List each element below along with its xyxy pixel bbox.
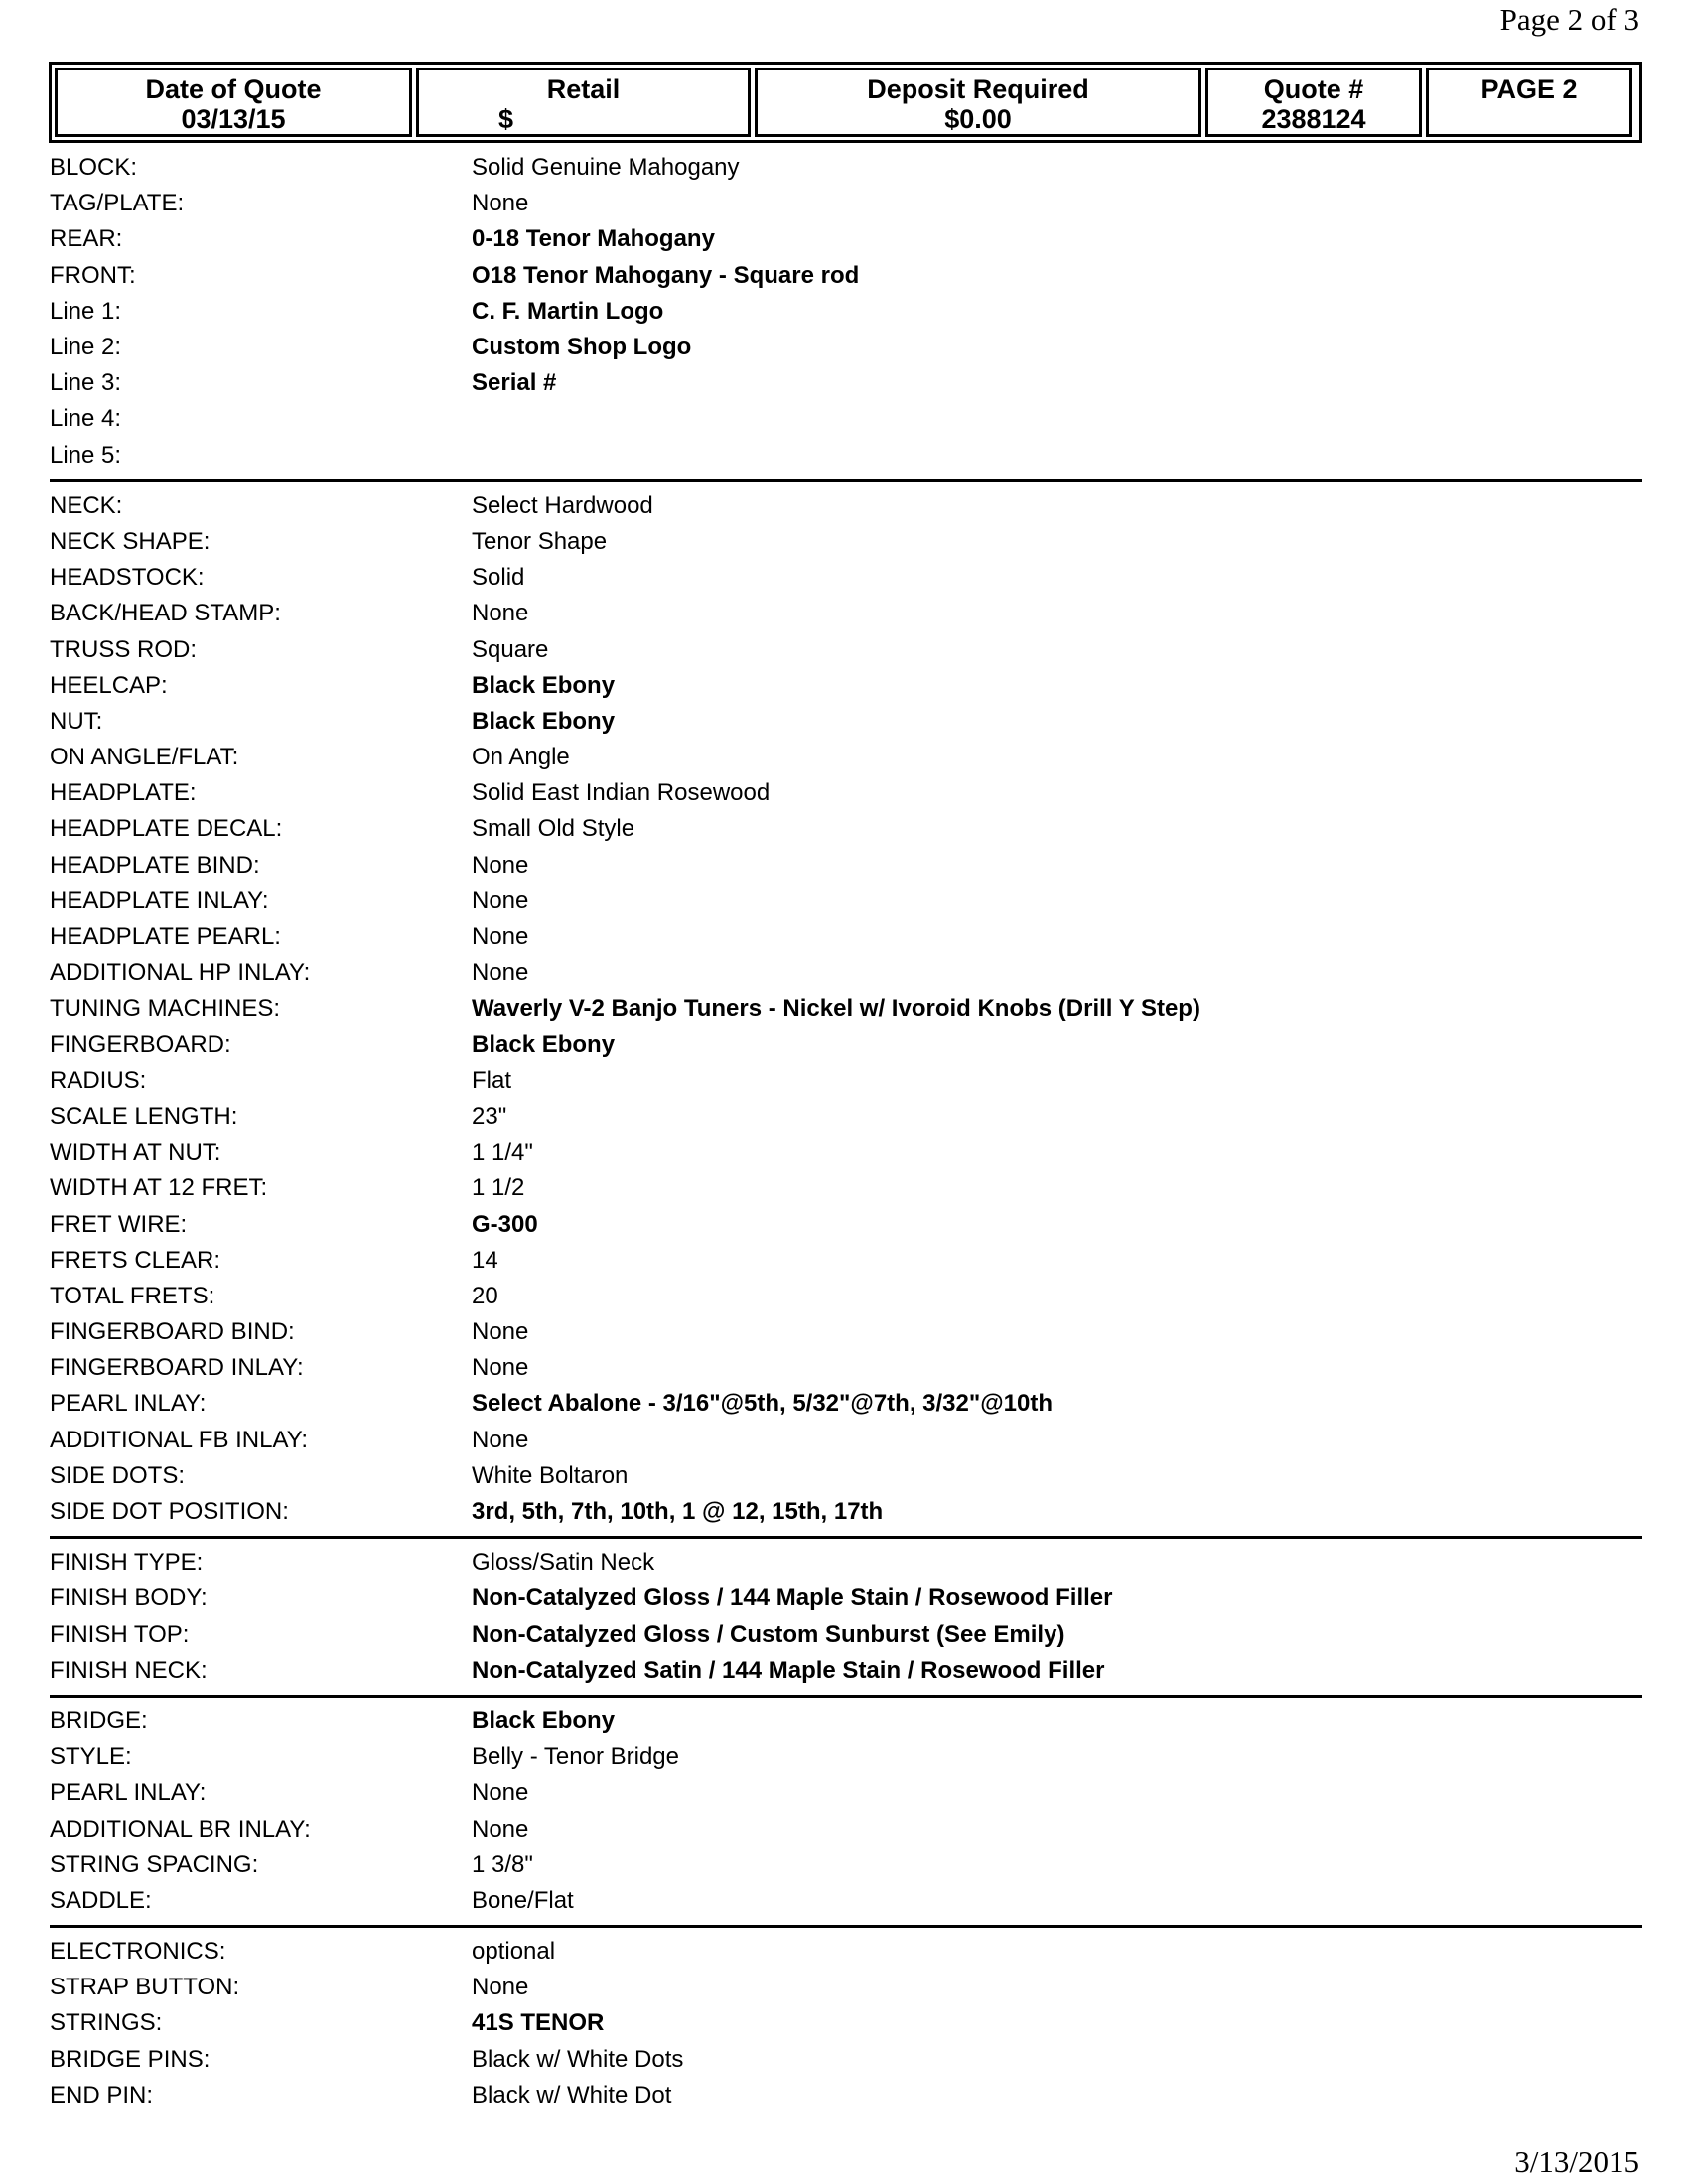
- spec-label: TOTAL FRETS:: [50, 1282, 215, 1309]
- spec-row: [50, 1580, 1642, 1616]
- spec-row: [50, 1279, 1642, 1314]
- deposit-title: Deposit Required: [867, 74, 1089, 104]
- spec-value: Square: [472, 635, 549, 663]
- spec-row: [50, 955, 1642, 991]
- spec-row: [50, 1314, 1642, 1350]
- spec-row: [50, 811, 1642, 847]
- spec-value: C. F. Martin Logo: [472, 297, 664, 325]
- spec-label: FINISH NECK:: [50, 1656, 208, 1684]
- spec-row: [50, 2005, 1642, 2041]
- spec-row: [50, 1243, 1642, 1279]
- spec-label: SCALE LENGTH:: [50, 1102, 238, 1130]
- spec-row: [50, 1847, 1642, 1883]
- spec-value: None: [472, 1779, 529, 1807]
- spec-row: [50, 560, 1642, 596]
- spec-label: SADDLE:: [50, 1886, 152, 1914]
- spec-label: FINGERBOARD:: [50, 1030, 231, 1058]
- spec-value: G-300: [472, 1210, 538, 1238]
- page-number: Page 2 of 3: [1499, 2, 1639, 37]
- spec-value: Black Ebony: [472, 1030, 616, 1058]
- spec-row: [50, 1653, 1642, 1689]
- spec-row: [50, 1970, 1642, 2005]
- spec-value: None: [472, 600, 529, 627]
- spec-label: TUNING MACHINES:: [50, 995, 281, 1023]
- spec-value: 41S TENOR: [472, 2009, 605, 2037]
- spec-row: [50, 1350, 1642, 1386]
- spec-value: 1 1/2: [472, 1174, 525, 1202]
- spec-row: [50, 1617, 1642, 1653]
- spec-value: Non-Catalyzed Gloss / Custom Sunburst (See Emily): [472, 1620, 1065, 1648]
- spec-row: [50, 524, 1642, 560]
- spec-label: BLOCK:: [50, 154, 138, 182]
- spec-value: None: [472, 1318, 529, 1346]
- spec-label: HEADPLATE INLAY:: [50, 887, 269, 914]
- spec-row: [50, 848, 1642, 884]
- spec-row: [50, 884, 1642, 919]
- footer-date: 3/13/2015: [1514, 2144, 1639, 2179]
- spec-value: Solid East Indian Rosewood: [472, 779, 771, 807]
- spec-row: [50, 1545, 1642, 1580]
- spec-label: TAG/PLATE:: [50, 190, 185, 217]
- spec-value: Serial #: [472, 369, 557, 397]
- spec-value: 1 3/8": [472, 1850, 533, 1878]
- spec-label: HEADPLATE DECAL:: [50, 815, 283, 843]
- spec-value: 23": [472, 1102, 507, 1130]
- spec-label: FRETS CLEAR:: [50, 1246, 221, 1274]
- spec-row: [50, 221, 1642, 257]
- spec-value: Solid Genuine Mahogany: [472, 154, 740, 182]
- spec-value: Select Abalone - 3/16"@5th, 5/32"@7th, 3/32"@10th: [472, 1390, 1053, 1418]
- spec-value: On Angle: [472, 744, 570, 771]
- spec-row: [50, 1775, 1642, 1811]
- spec-label: Line 2:: [50, 334, 122, 361]
- spec-row: [50, 330, 1642, 365]
- page-title: PAGE 2: [1480, 74, 1578, 104]
- spec-label: RADIUS:: [50, 1066, 147, 1094]
- spec-label: FINISH TOP:: [50, 1620, 190, 1648]
- spec-row: [50, 401, 1642, 437]
- spec-label: TRUSS ROD:: [50, 635, 198, 663]
- spec-label: Line 1:: [50, 297, 122, 325]
- quote-number-title: Quote #: [1263, 74, 1364, 104]
- spec-value: Non-Catalyzed Satin / 144 Maple Stain / Rosewood Filler: [472, 1656, 1105, 1684]
- spec-row: [50, 1811, 1642, 1846]
- spec-value: Solid: [472, 564, 525, 592]
- spec-value: 1 1/4": [472, 1139, 533, 1166]
- spec-row: [50, 740, 1642, 775]
- spec-label: BRIDGE:: [50, 1706, 148, 1734]
- spec-label: REAR:: [50, 225, 123, 253]
- spec-label: FINISH BODY:: [50, 1584, 208, 1612]
- spec-row: [50, 1494, 1642, 1530]
- spec-label: WIDTH AT NUT:: [50, 1139, 221, 1166]
- spec-label: FINGERBOARD BIND:: [50, 1318, 295, 1346]
- spec-value: Black Ebony: [472, 707, 616, 735]
- spec-value: Flat: [472, 1066, 512, 1094]
- spec-value: Belly - Tenor Bridge: [472, 1743, 679, 1771]
- spec-label: ADDITIONAL HP INLAY:: [50, 959, 311, 987]
- spec-row: [50, 438, 1642, 474]
- spec-label: STYLE:: [50, 1743, 132, 1771]
- spec-row: [50, 631, 1642, 667]
- spec-row: [50, 1739, 1642, 1775]
- spec-value: Black w/ White Dot: [472, 2081, 672, 2109]
- spec-row: [50, 1704, 1642, 1739]
- spec-label: ADDITIONAL BR INLAY:: [50, 1815, 311, 1843]
- spec-value: Select Hardwood: [472, 491, 653, 519]
- spec-value: O18 Tenor Mahogany - Square rod: [472, 261, 860, 289]
- spec-row: [50, 365, 1642, 401]
- spec-label: NUT:: [50, 707, 103, 735]
- spec-label: ELECTRONICS:: [50, 1938, 226, 1966]
- spec-label: Line 5:: [50, 441, 122, 469]
- spec-label: PEARL INLAY:: [50, 1390, 207, 1418]
- spec-row: [50, 1934, 1642, 1970]
- spec-label: HEELCAP:: [50, 671, 168, 699]
- spec-value: None: [472, 959, 529, 987]
- spec-label: SIDE DOT POSITION:: [50, 1498, 289, 1526]
- spec-value: 0-18 Tenor Mahogany: [472, 225, 715, 253]
- spec-value: None: [472, 887, 529, 914]
- spec-value: Black Ebony: [472, 671, 616, 699]
- spec-section: [50, 1695, 1642, 1919]
- spec-label: FINGERBOARD INLAY:: [50, 1354, 304, 1382]
- spec-section: [50, 479, 1642, 1530]
- spec-value: White Boltaron: [472, 1461, 629, 1489]
- quote-number-value: 2388124: [1261, 104, 1366, 134]
- spec-row: [50, 775, 1642, 811]
- spec-row: [50, 991, 1642, 1026]
- spec-label: BRIDGE PINS:: [50, 2045, 211, 2073]
- spec-label: HEADSTOCK:: [50, 564, 205, 592]
- spec-value: Black Ebony: [472, 1706, 616, 1734]
- spec-value: Waverly V-2 Banjo Tuners - Nickel w/ Ivoroid Knobs (Drill Y Step): [472, 995, 1200, 1023]
- spec-label: STRINGS:: [50, 2009, 163, 2037]
- spec-value: 20: [472, 1282, 498, 1309]
- spec-label: HEADPLATE PEARL:: [50, 923, 281, 951]
- spec-row: [50, 1027, 1642, 1063]
- spec-label: FRET WIRE:: [50, 1210, 188, 1238]
- spec-label: STRAP BUTTON:: [50, 1974, 240, 2001]
- spec-label: Line 4:: [50, 405, 122, 433]
- date-of-quote-title: Date of Quote: [145, 74, 322, 104]
- spec-value: 14: [472, 1246, 498, 1274]
- spec-row: [50, 704, 1642, 740]
- spec-value: Small Old Style: [472, 815, 635, 843]
- date-of-quote-value: 03/13/15: [181, 104, 286, 134]
- spec-row: [50, 2042, 1642, 2078]
- retail-title: Retail: [546, 74, 621, 104]
- spec-value: Black w/ White Dots: [472, 2045, 684, 2073]
- spec-value: None: [472, 851, 529, 879]
- spec-label: STRING SPACING:: [50, 1850, 259, 1878]
- spec-label: SIDE DOTS:: [50, 1461, 186, 1489]
- spec-section: [50, 1925, 1642, 2114]
- spec-row: [50, 294, 1642, 330]
- spec-row: [50, 1170, 1642, 1206]
- spec-value: Non-Catalyzed Gloss / 144 Maple Stain / Rosewood Filler: [472, 1584, 1113, 1612]
- spec-label: PEARL INLAY:: [50, 1779, 207, 1807]
- spec-row: [50, 1135, 1642, 1170]
- deposit-value: $0.00: [944, 104, 1012, 134]
- spec-row: [50, 150, 1642, 186]
- spec-label: NECK SHAPE:: [50, 527, 211, 555]
- quote-header: [49, 62, 1642, 143]
- spec-label: FINISH TYPE:: [50, 1549, 204, 1576]
- spec-label: HEADPLATE:: [50, 779, 197, 807]
- spec-label: FRONT:: [50, 261, 136, 289]
- spec-row: [50, 258, 1642, 294]
- spec-row: [50, 1423, 1642, 1458]
- spec-row: [50, 919, 1642, 955]
- spec-row: [50, 1206, 1642, 1242]
- retail-cell: [416, 68, 751, 137]
- spec-row: [50, 1099, 1642, 1135]
- spec-label: END PIN:: [50, 2081, 154, 2109]
- spec-label: BACK/HEAD STAMP:: [50, 600, 281, 627]
- spec-value: Tenor Shape: [472, 527, 608, 555]
- spec-value: None: [472, 923, 529, 951]
- spec-value: None: [472, 1974, 529, 2001]
- spec-value: optional: [472, 1938, 556, 1966]
- page-cell: [1426, 68, 1632, 137]
- spec-list: [50, 150, 1642, 2114]
- spec-row: [50, 488, 1642, 524]
- spec-row: [50, 1883, 1642, 1919]
- spec-label: WIDTH AT 12 FRET:: [50, 1174, 268, 1202]
- spec-value: None: [472, 1354, 529, 1382]
- spec-value: 3rd, 5th, 7th, 10th, 1 @ 12, 15th, 17th: [472, 1498, 884, 1526]
- spec-row: [50, 186, 1642, 221]
- spec-row: [50, 1458, 1642, 1494]
- spec-label: HEADPLATE BIND:: [50, 851, 260, 879]
- date-of-quote-cell: [55, 68, 412, 137]
- spec-row: [50, 1063, 1642, 1099]
- spec-section: [50, 1536, 1642, 1689]
- spec-value: None: [472, 1426, 529, 1453]
- spec-row: [50, 2078, 1642, 2114]
- spec-section: [50, 150, 1642, 474]
- spec-row: [50, 668, 1642, 704]
- quote-number-cell: [1205, 68, 1422, 137]
- spec-label: ADDITIONAL FB INLAY:: [50, 1426, 309, 1453]
- spec-label: NECK:: [50, 491, 123, 519]
- spec-label: Line 3:: [50, 369, 122, 397]
- spec-row: [50, 1386, 1642, 1422]
- spec-value: None: [472, 1815, 529, 1843]
- spec-value: Custom Shop Logo: [472, 334, 692, 361]
- spec-value: Bone/Flat: [472, 1886, 574, 1914]
- deposit-cell: [755, 68, 1201, 137]
- spec-value: Gloss/Satin Neck: [472, 1549, 655, 1576]
- spec-value: None: [472, 190, 529, 217]
- spec-label: ON ANGLE/FLAT:: [50, 744, 239, 771]
- spec-row: [50, 596, 1642, 631]
- retail-value: $: [498, 104, 514, 134]
